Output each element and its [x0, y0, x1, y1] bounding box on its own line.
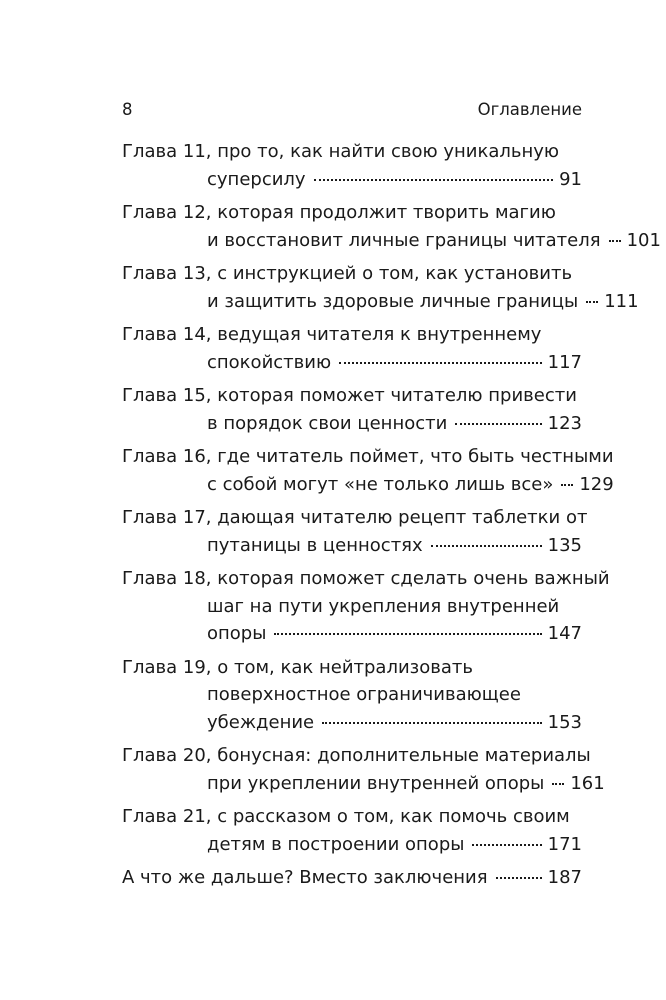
toc-entry-text: Глава 17, дающая читателю рецепт таблетки от [122, 507, 588, 528]
toc-page-number: 187 [547, 867, 582, 888]
toc-page-number: 91 [559, 168, 582, 190]
toc-entry[interactable] [122, 443, 614, 498]
toc-entry[interactable] [122, 321, 582, 376]
toc-line [122, 770, 605, 798]
toc-line [122, 288, 639, 316]
toc-line [122, 443, 614, 471]
toc-entry[interactable] [122, 199, 661, 254]
dot-leader [322, 722, 542, 724]
toc-entry-text: и защитить здоровые личные границы [207, 290, 579, 312]
toc-entry-text: опоры [207, 623, 267, 644]
toc-line [122, 321, 582, 349]
dot-leader [431, 545, 542, 547]
toc-line [122, 654, 582, 682]
toc-line [122, 138, 582, 166]
toc-line [122, 831, 582, 859]
toc-entry-text: поверхностное ограничивающее [207, 684, 521, 705]
toc-line [122, 709, 582, 737]
section-title: Оглавление [477, 100, 582, 119]
toc-line [122, 593, 582, 621]
toc-line [122, 803, 582, 831]
toc-entry-text: при укреплении внутренней опоры [207, 772, 545, 794]
dot-leader [314, 179, 554, 181]
toc-entry-text: Глава 19, о том, как нейтрализовать [122, 656, 473, 678]
toc-line [122, 227, 661, 255]
toc-page-number: 161 [570, 772, 605, 794]
toc-page-number: 111 [604, 290, 639, 312]
dot-leader [274, 633, 541, 635]
toc-entry-text: детям в построении опоры [207, 833, 465, 855]
toc-line [122, 681, 582, 709]
toc-entry-text: Глава 12, которая продолжит творить магию [122, 202, 556, 223]
toc-entry[interactable] [122, 654, 582, 737]
toc-entry[interactable] [122, 803, 582, 858]
toc-entry-text: суперсилу [207, 168, 306, 190]
toc-line [122, 349, 582, 377]
toc-entry-text: Глава 14, ведущая читателя к внутреннему [122, 324, 542, 345]
toc-line [122, 199, 582, 227]
toc-entry-text: спокойствию [207, 351, 332, 373]
toc-line [122, 620, 582, 648]
dot-leader [586, 301, 598, 303]
toc-entry[interactable] [122, 864, 582, 892]
toc-line [122, 864, 582, 892]
dot-leader [339, 362, 542, 364]
toc-entry[interactable] [122, 742, 605, 797]
toc-page-number: 101 [626, 229, 661, 251]
toc-entry-text: Глава 11, про то, как найти свою уникальную [122, 141, 560, 162]
dot-leader [455, 423, 541, 425]
toc-page-number: 147 [547, 623, 582, 644]
toc-page-number: 123 [547, 412, 582, 434]
toc-entry[interactable] [122, 565, 610, 648]
toc-entry-text: убеждение [207, 711, 315, 733]
toc-entry[interactable] [122, 138, 582, 193]
toc-entry-text: шаг на пути укрепления внутренней [207, 595, 560, 617]
toc-entry-text: А что же дальше? Вместо заключения [122, 867, 488, 888]
toc-page-number: 129 [579, 473, 614, 495]
table-of-contents [122, 138, 661, 898]
toc-line [122, 565, 610, 593]
toc-entry[interactable] [122, 382, 582, 437]
toc-entry-text: в порядок свои ценности [207, 412, 448, 434]
toc-line [122, 166, 582, 194]
toc-line [122, 382, 582, 410]
toc-line [122, 504, 588, 532]
toc-entry-text: Глава 18, которая поможет сделать очень важный [122, 568, 610, 589]
toc-entry-text: Глава 13, с инструкцией о том, как установить [122, 263, 573, 284]
toc-page-number: 153 [547, 711, 582, 733]
toc-page-number: 171 [547, 833, 582, 855]
toc-entry[interactable] [122, 504, 588, 559]
toc-entry-text: Глава 15, которая поможет читателю привести [122, 385, 577, 406]
toc-line [122, 410, 582, 438]
toc-line [122, 742, 591, 770]
toc-page-number: 135 [547, 534, 582, 556]
dot-leader [609, 240, 621, 242]
dot-leader [552, 783, 564, 785]
dot-leader [561, 484, 573, 486]
toc-entry[interactable] [122, 260, 639, 315]
dot-leader [496, 877, 542, 879]
running-head [122, 98, 582, 122]
toc-line [122, 260, 582, 288]
toc-entry-text: Глава 21, с рассказом о том, как помочь своим [122, 806, 570, 827]
toc-entry-text: Глава 20, бонусная: дополнительные материалы [122, 745, 591, 766]
toc-entry-text: Глава 16, где читатель поймет, что быть честными [122, 446, 614, 467]
toc-entry-text: с собой могут «не только лишь все» [207, 473, 554, 495]
toc-line [122, 532, 582, 560]
dot-leader [472, 844, 541, 846]
toc-entry-text: и восстановит личные границы читателя [207, 229, 601, 251]
toc-line [122, 471, 614, 499]
page-number: 8 [122, 100, 133, 119]
toc-page-number: 117 [547, 351, 582, 373]
toc-entry-text: путаницы в ценностях [207, 534, 423, 556]
